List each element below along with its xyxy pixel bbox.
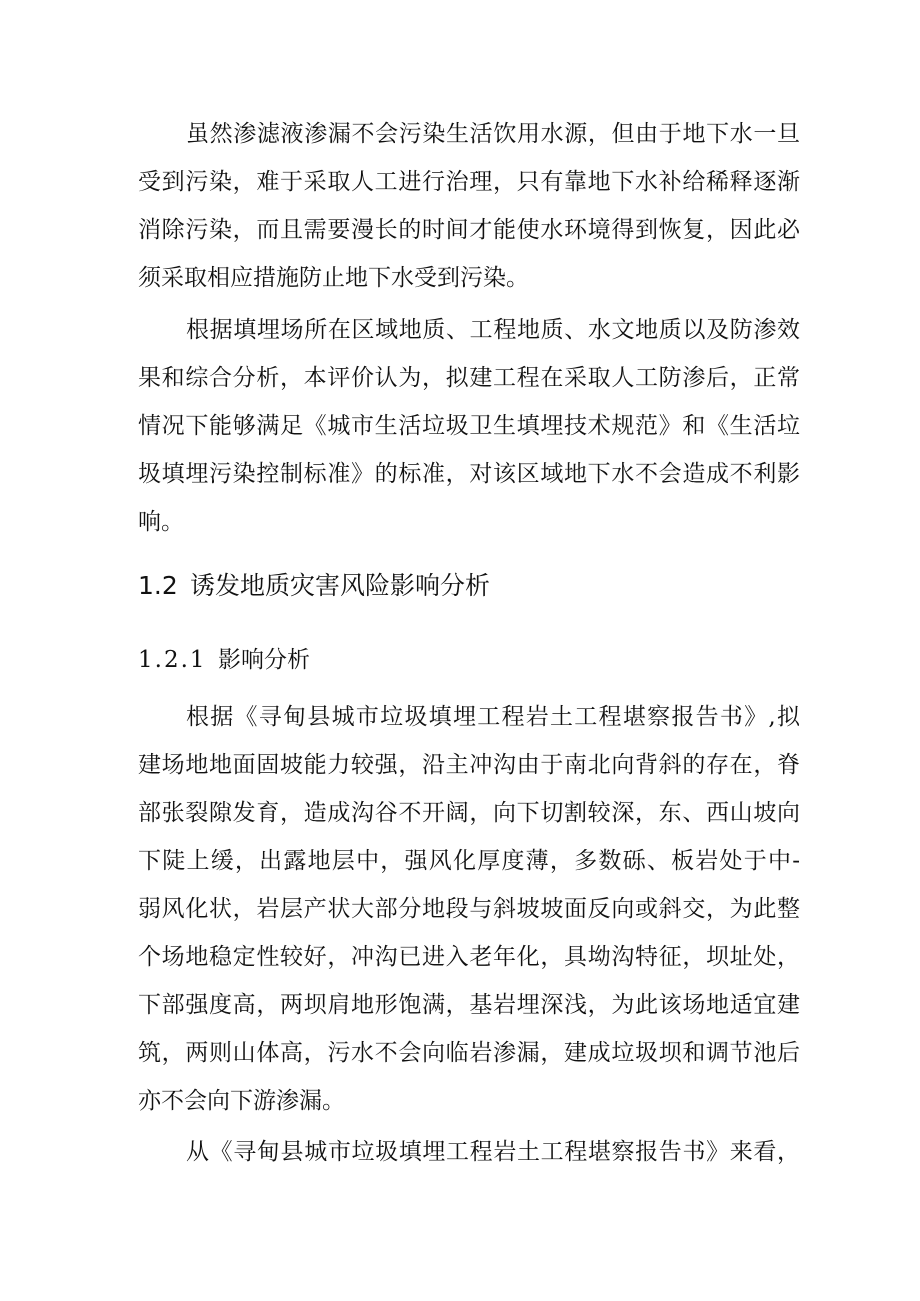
section-title: 诱发地质灾害风险影响分析: [190, 571, 491, 600]
paragraph-1-line-4: 须采取相应措施防止地下水受到污染。: [138, 265, 529, 291]
subsection-number: 1.2.1: [138, 647, 207, 673]
paragraph-1-line-2: 受到污染，难于采取人工进行治理，只有靠地下水补给稀释逐渐: [138, 169, 800, 195]
paragraph-2-line-1: 根据填埋场所在区域地质、工程地质、水文地质以及防渗效: [186, 317, 800, 343]
section-number: 1.2: [138, 571, 178, 600]
paragraph-2-line-5: 响。: [138, 509, 184, 535]
paragraph-1-line-1: 虽然渗滤液渗漏不会污染生活饮用水源，但由于地下水一旦: [186, 121, 800, 147]
paragraph-3-line-3: 部张裂隙发育，造成沟谷不开阔，向下切割较深，东、西山坡向: [138, 800, 800, 826]
paragraph-3-line-4: 下陡上缓，出露地层中，强风化厚度薄，多数砾、板岩处于中-: [138, 848, 800, 874]
section-heading: [138, 571, 490, 601]
paragraph-3-line-1: 根据《寻甸县城市垃圾填埋工程岩土工程堪察报告书》,拟: [186, 704, 800, 730]
paragraph-3-line-5: 弱风化状，岩层产状大部分地段与斜坡坡面反向或斜交，为此整: [138, 896, 800, 922]
paragraph-4-line-1: 从《寻甸县城市垃圾填埋工程岩土工程堪察报告书》来看，: [186, 1139, 800, 1165]
paragraph-2-line-3: 情况下能够满足《城市生活垃圾卫生填埋技术规范》和《生活垃: [138, 413, 800, 439]
paragraph-3-line-2: 建场地地面固坡能力较强，沿主冲沟由于南北向背斜的存在，脊: [138, 752, 800, 778]
paragraph-2-line-4: 圾填埋污染控制标准》的标准，对该区域地下水不会造成不利影: [138, 461, 800, 487]
paragraph-3-line-6: 个场地稳定性较好，冲沟已进入老年化，具坳沟特征，坝址处，: [138, 944, 800, 970]
paragraph-3-line-8: 筑，两则山体高，污水不会向临岩渗漏，建成垃圾坝和调节池后: [138, 1040, 800, 1066]
subsection-heading: [138, 645, 310, 675]
paragraph-2-line-2: 果和综合分析，本评价认为，拟建工程在采取人工防渗后，正常: [138, 365, 800, 391]
paragraph-3-line-9: 亦不会向下游渗漏。: [138, 1088, 345, 1114]
paragraph-1-line-3: 消除污染，而且需要漫长的时间才能使水环境得到恢复，因此必: [138, 217, 800, 243]
paragraph-3-line-7: 下部强度高，两坝肩地形饱满，基岩埋深浅，为此该场地适宜建: [138, 992, 800, 1018]
subsection-title: 影响分析: [218, 647, 310, 673]
